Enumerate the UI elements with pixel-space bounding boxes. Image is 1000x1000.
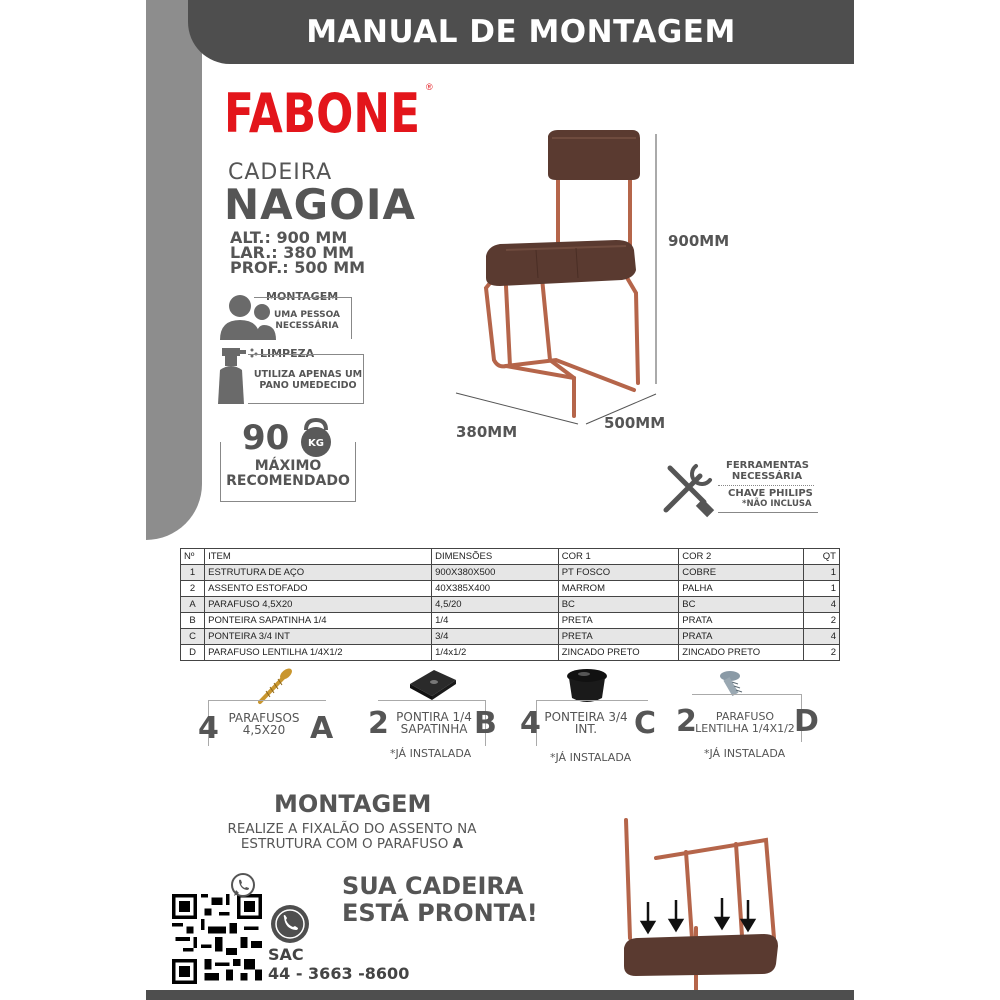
part-b-name-line2: SAPATINHA	[400, 722, 468, 736]
sac-label: SAC	[268, 945, 304, 964]
cell-color1: BC	[558, 597, 679, 613]
cell-item: PARAFUSO LENTILHA 1/4X1/2	[205, 645, 432, 661]
table-row	[181, 629, 840, 645]
cell-color1: PRETA	[558, 613, 679, 629]
part-a-name	[220, 712, 308, 736]
dim-width: LAR.: 380 MM	[230, 243, 355, 262]
tools-title-line2: NECESSÁRIA	[731, 471, 803, 482]
chair-height-label: 900MM	[668, 232, 730, 250]
col-color2: COR 2	[679, 549, 804, 565]
part-b-qty: 2	[368, 706, 389, 741]
sac-phone: 44 - 3663 -8600	[268, 964, 410, 983]
cell-color1: MARROM	[558, 581, 679, 597]
assembly-illustration	[616, 818, 786, 995]
footer-bar	[146, 990, 854, 1000]
col-item: ITEM	[205, 549, 432, 565]
part-c-note: *JÁ INSTALADA	[550, 751, 632, 764]
logo-graphic	[224, 84, 424, 140]
parts-table	[180, 548, 840, 661]
registered-mark: ®	[426, 82, 433, 92]
assembly-text-line2-main: ESTRUTURA COM O PARAFUSO	[240, 836, 453, 852]
assembly-text-line1: REALIZE A FIXALÃO DO ASSENTO NA	[227, 821, 477, 837]
cell-item: ASSENTO ESTOFADO	[205, 581, 432, 597]
cell-color2: BC	[679, 597, 804, 613]
part-a-qty: 4	[198, 711, 219, 746]
part-c-letter: C	[634, 706, 657, 741]
cell-color2: PALHA	[679, 581, 804, 597]
cell-number: A	[181, 597, 205, 613]
table-row	[181, 613, 840, 629]
part-d-name	[694, 711, 796, 735]
weight-text-line2: RECOMENDADO	[226, 473, 350, 489]
part-b-note: *JÁ INSTALADA	[390, 747, 472, 760]
limpeza-text	[252, 369, 364, 391]
cell-color2: ZINCADO PRETO	[679, 645, 804, 661]
tools-icon	[656, 456, 720, 525]
cell-color1: ZINCADO PRETO	[558, 645, 679, 661]
cell-color1: PT FOSCO	[558, 565, 679, 581]
part-d-letter: D	[794, 704, 819, 739]
tools-title-line1: FERRAMENTAS	[726, 460, 809, 471]
weight-text-line1: MÁXIMO	[254, 458, 322, 474]
whatsapp-icon	[230, 872, 256, 903]
brand-logo	[224, 84, 424, 145]
part-a-name-line1: PARAFUSOS	[228, 711, 300, 725]
header-bar	[188, 0, 854, 64]
part-c-qty: 4	[520, 706, 541, 741]
part-b-letter: B	[474, 706, 497, 741]
chair-width-label: 380MM	[456, 423, 518, 441]
col-dimensions: DIMENSÕES	[432, 549, 559, 565]
cell-item: ESTRUTURA DE AÇO	[205, 565, 432, 581]
dim-depth: PROF.: 500 MM	[230, 258, 366, 277]
col-color1: COR 1	[558, 549, 679, 565]
cell-number: C	[181, 629, 205, 645]
weight-text	[220, 459, 356, 489]
chair-depth-label: 500MM	[604, 414, 666, 432]
phone-icon	[270, 904, 310, 949]
assembly-text-line2	[222, 837, 482, 852]
part-c-name-line2: INT.	[574, 722, 598, 736]
cell-item: PONTEIRA 3/4 INT	[205, 629, 432, 645]
chair-illustration	[446, 128, 686, 433]
cell-number: 2	[181, 581, 205, 597]
cell-dimensions: 1/4x1/2	[432, 645, 559, 661]
cell-color2: COBRE	[679, 565, 804, 581]
ready-message	[342, 873, 538, 927]
cell-number: D	[181, 645, 205, 661]
assembly-title: MONTAGEM	[274, 790, 432, 818]
part-d-qty: 2	[676, 704, 697, 739]
logo-text: FABONE	[224, 84, 420, 140]
tools-title	[726, 460, 808, 482]
qr-code	[172, 894, 262, 989]
cell-dimensions: 900X380X500	[432, 565, 559, 581]
part-c-name-line1: PONTEIRA 3/4	[544, 710, 628, 724]
cell-dimensions: 1/4	[432, 613, 559, 629]
montagem-text-line2: NECESSÁRIA	[275, 321, 339, 331]
col-qty: QT	[803, 549, 839, 565]
table-row	[181, 565, 840, 581]
cell-number: 1	[181, 565, 205, 581]
part-a-name-line2: 4,5X20	[242, 723, 286, 737]
cell-color2: PRATA	[679, 613, 804, 629]
table-row	[181, 597, 840, 613]
cell-color1: PRETA	[558, 629, 679, 645]
cell-dimensions: 40X385X400	[432, 581, 559, 597]
tools-divider-bottom	[718, 512, 818, 513]
part-a-letter: A	[310, 711, 334, 746]
manual-page	[146, 0, 854, 1000]
left-gray-band	[146, 0, 202, 540]
cell-dimensions: 4,5/20	[432, 597, 559, 613]
cell-qty: 2	[803, 613, 839, 629]
page-title: MANUAL DE MONTAGEM	[306, 14, 736, 50]
montagem-text-line1: UMA PESSOA	[273, 310, 341, 320]
dim-height: ALT.: 900 MM	[230, 228, 348, 247]
tools-note: *NÃO INCLUSA	[742, 499, 812, 509]
part-d-name-line2: LENTILHA 1/4X1/2	[695, 722, 795, 735]
table-row	[181, 581, 840, 597]
product-category: CADEIRA	[228, 160, 333, 185]
weight-value: 90	[242, 418, 290, 458]
limpeza-text-line2: PANO UMEDECIDO	[259, 380, 357, 391]
part-c-name	[540, 711, 632, 735]
cell-number: B	[181, 613, 205, 629]
montagem-label: MONTAGEM	[266, 290, 339, 303]
cell-dimensions: 3/4	[432, 629, 559, 645]
assembly-text-bold: A	[452, 836, 464, 852]
tools-tool: CHAVE PHILIPS	[728, 488, 813, 499]
limpeza-text-line1: UTILIZA APENAS UM	[253, 369, 363, 380]
cell-qty: 4	[803, 597, 839, 613]
product-name: NAGOIA	[224, 180, 416, 229]
part-d-note: *JÁ INSTALADA	[704, 747, 786, 760]
cell-item: PONTEIRA SAPATINHA 1/4	[205, 613, 432, 629]
cell-color2: PRATA	[679, 629, 804, 645]
assembly-instruction	[222, 822, 482, 852]
cell-qty: 1	[803, 565, 839, 581]
parts-table-header	[181, 549, 840, 565]
cell-qty: 4	[803, 629, 839, 645]
limpeza-label: LIMPEZA	[260, 347, 315, 360]
ready-line1: SUA CADEIRA	[342, 872, 524, 900]
table-row	[181, 645, 840, 661]
part-b-name-line1: PONTIRA 1/4	[396, 710, 472, 724]
col-number: Nº	[181, 549, 205, 565]
cell-item: PARAFUSO 4,5X20	[205, 597, 432, 613]
part-d-name-line1: PARAFUSO	[715, 710, 775, 723]
ready-line2: ESTÁ PRONTA!	[342, 899, 538, 927]
tools-divider	[718, 485, 814, 486]
product-dimensions	[230, 230, 365, 275]
cell-qty: 2	[803, 645, 839, 661]
montagem-text	[268, 310, 346, 332]
weight-unit: KG	[308, 438, 324, 449]
sac-contact	[268, 945, 409, 983]
part-b-name	[388, 711, 480, 735]
cell-qty: 1	[803, 581, 839, 597]
